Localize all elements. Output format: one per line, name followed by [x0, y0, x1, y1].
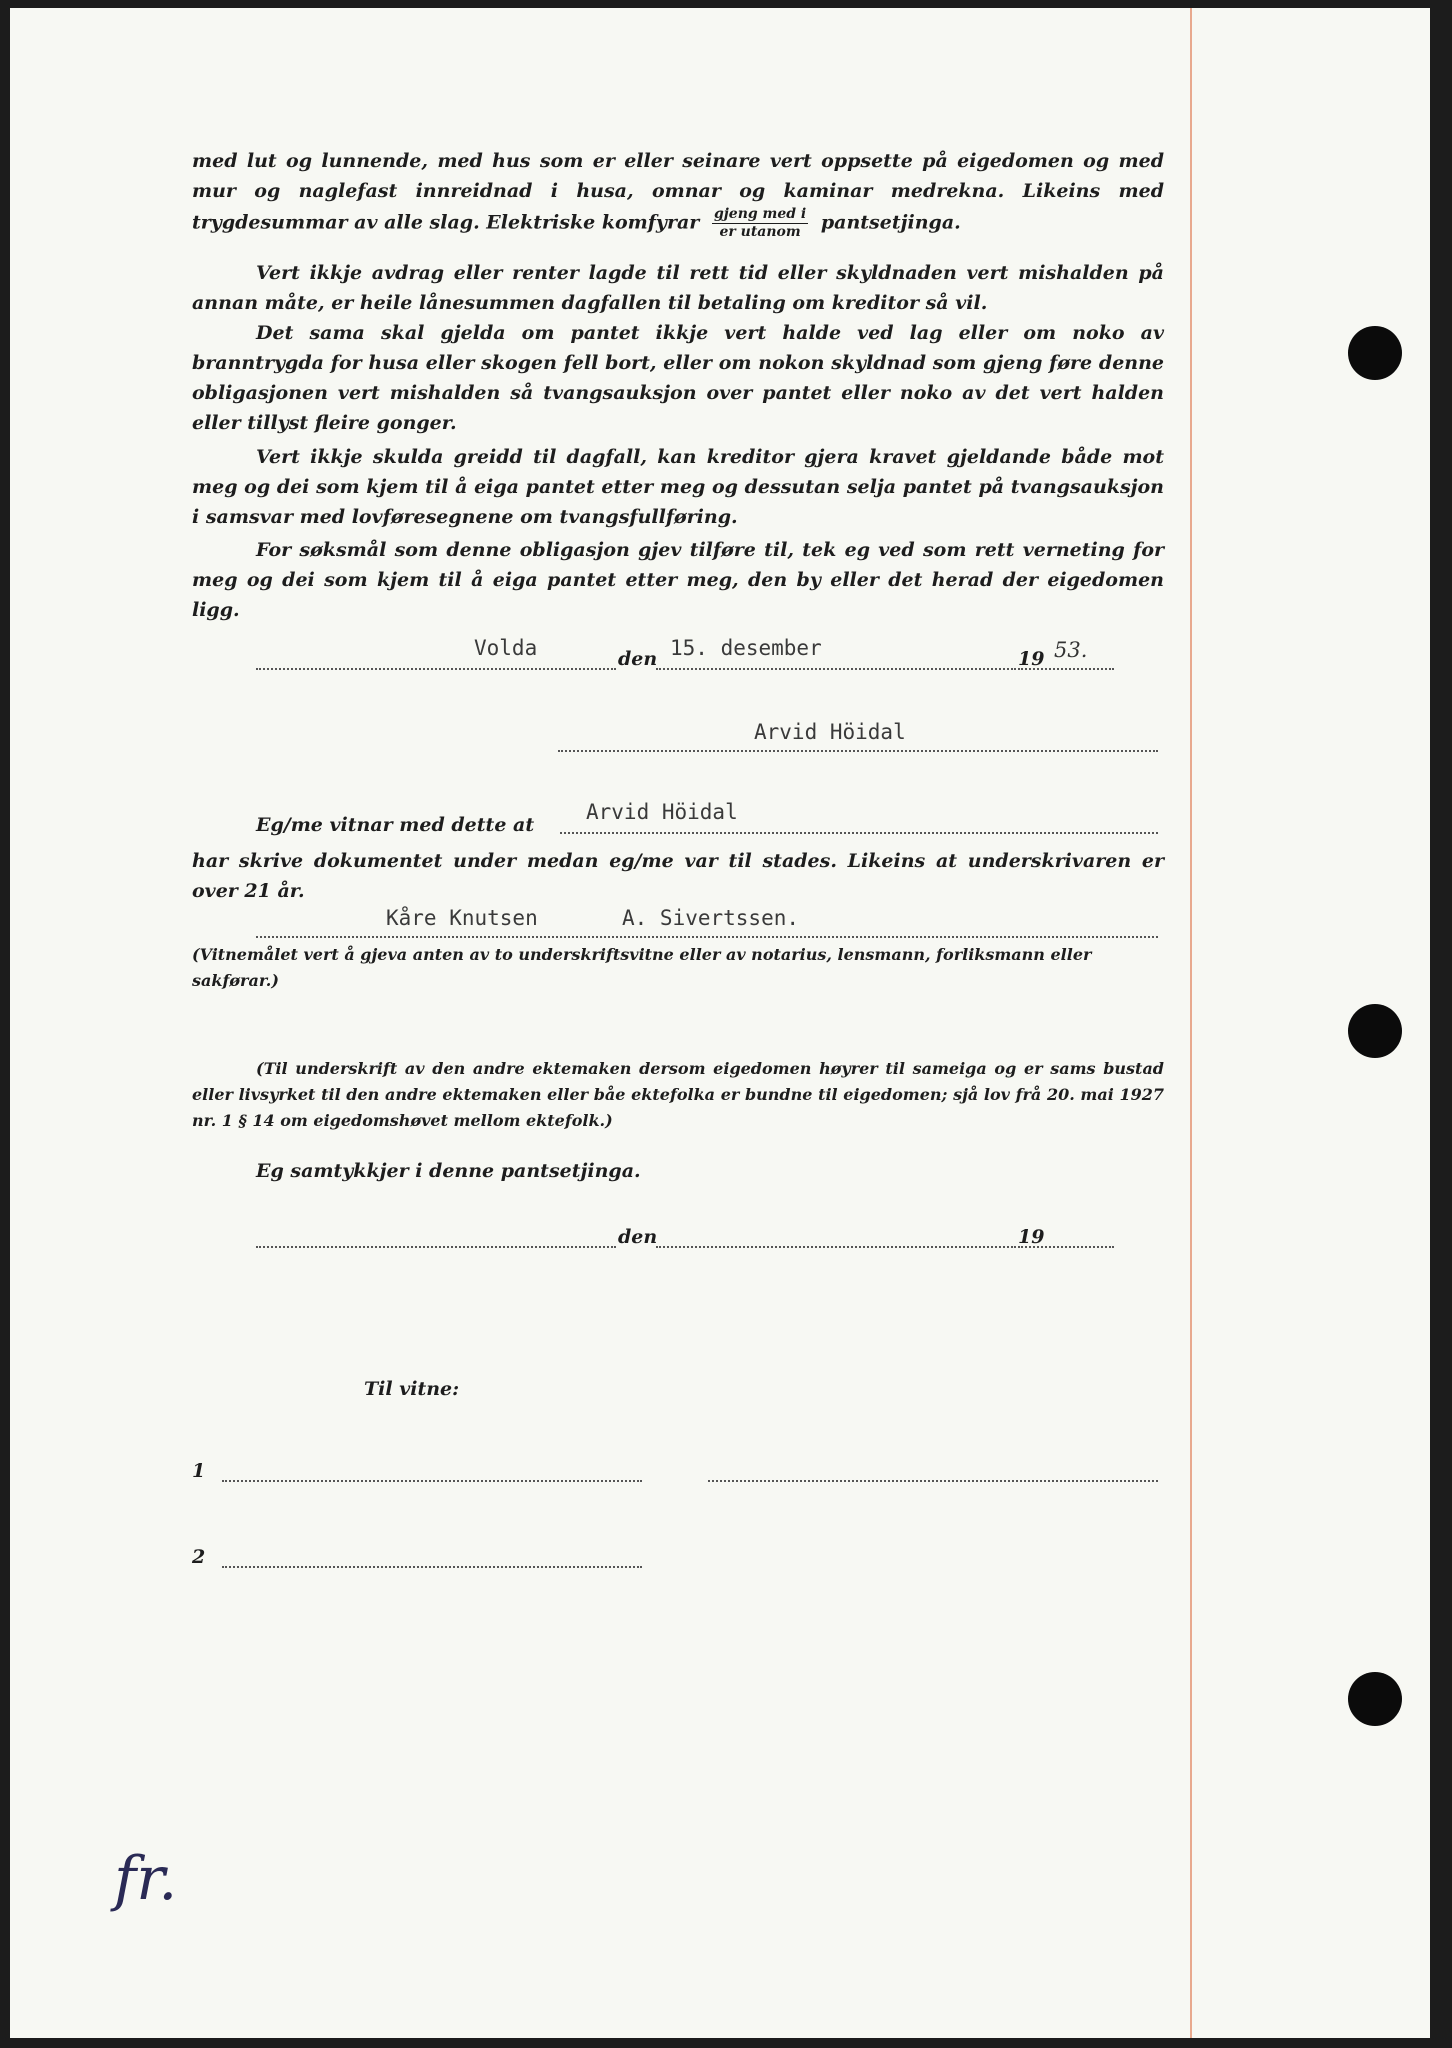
witness-one: Kåre Knutsen: [386, 906, 538, 930]
punch-hole: [1348, 1004, 1402, 1058]
til-vitne-line-1b: [708, 1480, 1158, 1482]
place-value: Volda: [474, 636, 538, 660]
spouse-note: (Til underskrift av den andre ektemaken dersom eigedomen høyrer til sameiga og er sams bustad eller livsyrket til den andre ektemaken eller båe ektefolka er bundne til eigedomen; sjå lov frå 20. mai 1927 nr. 1 § 14 om eigedomshøvet mellom ektefolk.): [192, 1059, 1164, 1130]
choice-fraction: [712, 206, 808, 241]
spouse-year-prefix: 19: [1018, 1226, 1045, 1248]
paragraph-venue: For søksmål som denne obligasjon gjev tilføre til, tek eg ved som rett verneting for meg og dei som kjem til å eiga pantet etter meg, den by eller det herad der eigedomen ligg.: [192, 539, 1164, 621]
witness-number-2: 2: [192, 1546, 206, 1568]
year-suffix: 53.: [1054, 638, 1088, 662]
spouse-year-line: [1018, 1246, 1114, 1248]
choice-top: gjeng med i: [713, 206, 807, 222]
witness-subject: Arvid Höidal: [586, 800, 738, 824]
witness-note: (Vitnemålet vert å gjeva anten av to underskriftsvitne eller av notarius, lensmann, forliksmann eller sakførar.): [192, 945, 1092, 990]
paragraph-property: [192, 146, 1164, 241]
document-page: [10, 8, 1430, 2038]
witness-line: [256, 936, 1158, 938]
spouse-place-line: [256, 1246, 616, 1248]
date-value: 15. desember: [670, 636, 822, 660]
punch-hole: [1348, 326, 1402, 380]
den-label: den: [618, 648, 658, 670]
signature-value: Arvid Höidal: [754, 720, 906, 744]
date-line: [656, 668, 1016, 670]
margin-mark: fr.: [114, 1844, 178, 1914]
paragraph-default: Vert ikkje avdrag eller renter lagde til rett tid eller skyldnaden vert mishalden på annan måte, er heile lånesummen dagfallen til betaling om kreditor så vil.: [192, 262, 1164, 314]
til-vitne-line-1: [222, 1480, 642, 1482]
witness-intro: Eg/me vitnar med dette at: [256, 814, 535, 836]
paragraph-property-end: pantsetjinga.: [820, 211, 961, 234]
spouse-consent: Eg samtykkjer i denne pantsetjinga.: [256, 1160, 641, 1182]
witness-text: har skrive dokumentet under medan eg/me var til stades. Likeins at underskrivaren er over 21 år.: [192, 850, 1164, 902]
paragraph-property-text: med lut og lunnende, med hus som er eller seinare vert oppsette på eigedomen og med mur og naglefast innreidnad i husa, omnar og kaminar medrekna. Likeins med trygdesummar av alle slag. Elektriske komfyrar: [192, 150, 1164, 234]
paragraph-enforcement: Vert ikkje skulda greidd til dagfall, kan kreditor gjera kravet gjeldande både mot meg og dei som kjem til å eiga pantet etter meg og dessutan selja pantet på tvangsauksjon i samsvar med lovføresegnene om tvangsfullføring.: [192, 446, 1164, 528]
witness-subject-line: [560, 832, 1158, 834]
spouse-den-label: den: [618, 1226, 658, 1248]
til-vitne-label: Til vitne:: [364, 1378, 460, 1400]
til-vitne-line-2: [222, 1566, 642, 1568]
year-line: [1018, 668, 1114, 670]
margin-rule: [1190, 8, 1192, 2038]
place-line: [256, 668, 616, 670]
witness-two: A. Sivertssen.: [622, 906, 800, 930]
year-prefix: 19: [1018, 648, 1045, 670]
spouse-date-line: [656, 1246, 1016, 1248]
punch-hole: [1348, 1672, 1402, 1726]
paragraph-pledge: Det sama skal gjelda om pantet ikkje vert halde ved lag eller om noko av branntrygda for husa eller skogen fell bort, eller om nokon skyldnad som gjeng føre denne obligasjonen vert mishalden så tvangsauksjon over pantet eller noko av det vert halden eller tillyst fleire gonger.: [192, 322, 1164, 434]
signature-line: [558, 750, 1158, 752]
choice-bottom: er utanom: [719, 224, 801, 240]
witness-number-1: 1: [192, 1460, 206, 1482]
